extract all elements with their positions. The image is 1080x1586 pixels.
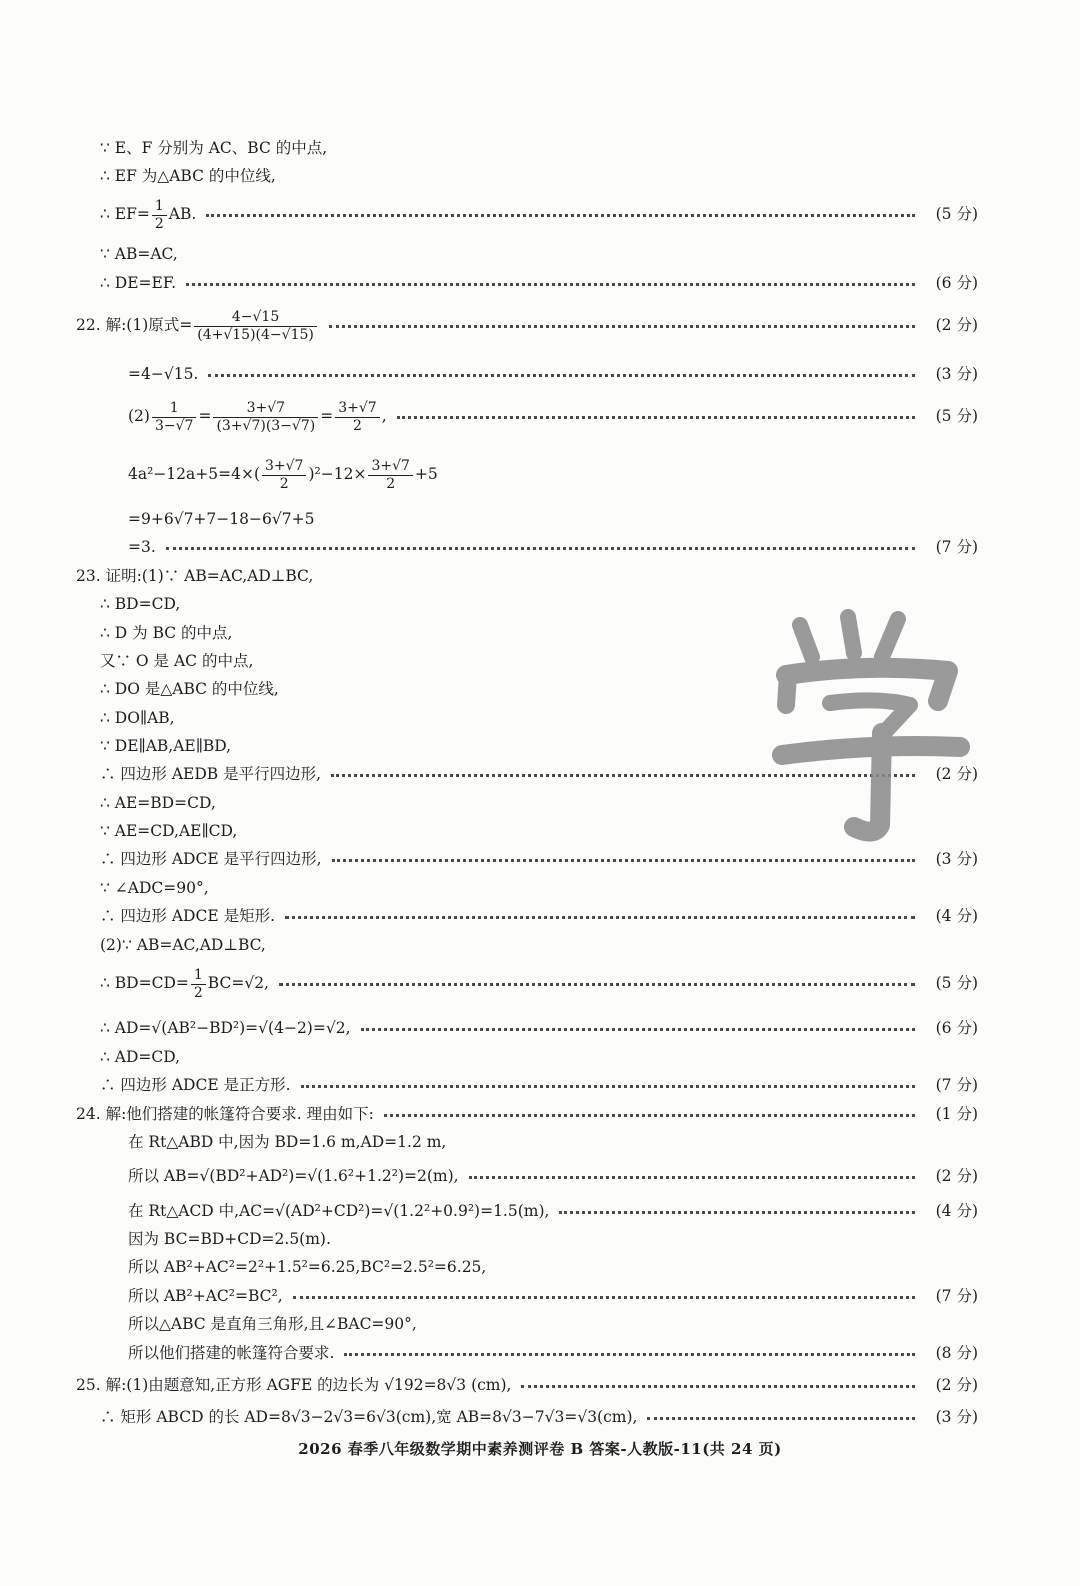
leader-dots	[208, 374, 915, 377]
fraction	[152, 401, 196, 433]
numerator: 1	[191, 968, 206, 985]
line-text: 所以 AB=√(BD²+AD²)=√(1.6²+1.2²)=2(m),	[128, 1167, 459, 1185]
line-text: ∴ DO 是△ABC 的中位线,	[100, 680, 279, 698]
score-mark: (4 分)	[935, 907, 978, 925]
score-mark: (5 分)	[935, 205, 978, 223]
score-mark: (5 分)	[935, 974, 978, 992]
numerator: 1	[152, 199, 167, 216]
math-text: =	[320, 407, 334, 425]
numerator: 3+√7	[368, 459, 412, 476]
line-text	[100, 197, 196, 231]
line-text: (2)∵ AB=AC,AD⊥BC,	[100, 936, 266, 954]
leader-dots	[186, 283, 915, 286]
leader-dots	[361, 1028, 915, 1031]
leader-dots	[206, 214, 915, 217]
leader-dots	[397, 416, 915, 419]
solution-line	[0, 1159, 1080, 1193]
denominator: 2	[386, 475, 396, 492]
math-text: 4a²−12a+5=4×(	[128, 465, 260, 483]
line-text: ∴ AE=BD=CD,	[100, 794, 216, 812]
denominator: (4+√15)(4−√15)	[197, 326, 314, 343]
line-text: ∴ AD=CD,	[100, 1048, 181, 1066]
score-mark: (6 分)	[935, 1019, 978, 1037]
leader-dots	[279, 983, 915, 986]
fraction	[194, 310, 317, 342]
fraction	[152, 199, 167, 231]
line-text: ∴ EF 为△ABC 的中位线,	[100, 167, 276, 185]
score-mark: (3 分)	[935, 1408, 978, 1426]
fraction	[191, 968, 206, 1000]
line-text: 24. 解:他们搭建的帐篷符合要求. 理由如下:	[76, 1105, 374, 1123]
line-text	[76, 308, 319, 342]
brush-watermark-xue	[770, 605, 970, 845]
solution-line	[0, 1336, 1080, 1370]
math-text: AB.	[168, 205, 197, 223]
line-text: ∵ DE∥AB,AE∥BD,	[100, 737, 232, 755]
solution-line	[0, 399, 1080, 433]
solution-line	[0, 966, 1080, 1000]
page-footer: 2026 春季八年级数学期中素养测评卷 B 答案-人教版-11(共 24 页)	[298, 1440, 782, 1458]
math-text: +5	[414, 465, 438, 483]
line-text: ∴ 四边形 ADCE 是平行四边形,	[100, 850, 322, 868]
solution-line	[0, 197, 1080, 231]
score-mark: (3 分)	[935, 365, 978, 383]
fraction	[368, 459, 412, 491]
score-mark: (2 分)	[935, 1167, 978, 1185]
line-text: 23. 证明:(1)∵ AB=AC,AD⊥BC,	[76, 567, 314, 585]
line-text: 所以他们搭建的帐篷符合要求.	[128, 1344, 335, 1362]
leader-dots	[344, 1353, 915, 1356]
math-text: =	[198, 407, 212, 425]
math-text: 22. 解:(1)原式=	[76, 316, 193, 334]
leader-dots	[559, 1211, 915, 1214]
line-text: 又∵ O 是 AC 的中点,	[100, 652, 254, 670]
solution-line	[0, 357, 1080, 391]
line-text: ∴ DO∥AB,	[100, 709, 175, 727]
line-text: ∴ AD=√(AB²−BD²)=√(4−2)=√2,	[100, 1019, 351, 1037]
math-text: ,	[381, 407, 387, 425]
leader-dots	[329, 325, 915, 328]
score-mark: (2 分)	[935, 1376, 978, 1394]
line-text: =9+6√7+7−18−6√7+5	[128, 510, 315, 528]
line-text: 在 Rt△ABD 中,因为 BD=1.6 m,AD=1.2 m,	[128, 1133, 447, 1151]
leader-dots	[647, 1417, 915, 1420]
solution-line	[0, 1125, 1080, 1159]
numerator: 3+√7	[335, 401, 379, 418]
leader-dots	[166, 547, 915, 550]
score-mark: (6 分)	[935, 274, 978, 292]
denominator: (3+√7)(3−√7)	[216, 417, 316, 434]
leader-dots	[469, 1176, 915, 1179]
line-text: ∴ DE=EF.	[100, 274, 177, 292]
fraction	[335, 401, 379, 433]
solution-line	[0, 266, 1080, 300]
line-text: ∴ 矩形 ABCD 的长 AD=8√3−2√3=6√3(cm),宽 AB=8√3−7√3=√3(cm),	[100, 1408, 638, 1426]
denominator: 2	[193, 984, 203, 1001]
line-text: ∴ D 为 BC 的中点,	[100, 624, 233, 642]
leader-dots	[332, 859, 915, 862]
line-text: 所以 AB²+AC²=2²+1.5²=6.25,BC²=2.5²=6.25,	[128, 1258, 487, 1276]
leader-dots	[384, 1114, 915, 1117]
line-text: 在 Rt△ACD 中,AC=√(AD²+CD²)=√(1.2²+0.9²)=1.5(m),	[128, 1202, 550, 1220]
score-mark: (8 分)	[935, 1344, 978, 1362]
line-text: ∴ 四边形 ADCE 是矩形.	[100, 907, 276, 925]
score-mark: (3 分)	[935, 850, 978, 868]
math-text: ∴ EF=	[100, 205, 150, 223]
line-text: 所以△ABC 是直角三角形,且∠BAC=90°,	[128, 1315, 417, 1333]
denominator: 3−√7	[154, 417, 194, 434]
math-text: BC=√2,	[207, 974, 269, 992]
numerator: 1	[152, 401, 196, 418]
line-text	[128, 399, 387, 433]
line-text	[100, 966, 269, 1000]
fraction	[262, 459, 306, 491]
line-text: ∴ 四边形 ADCE 是正方形.	[100, 1076, 291, 1094]
line-text: ∵ AE=CD,AE∥CD,	[100, 822, 238, 840]
solution-line	[0, 1368, 1080, 1402]
solution-line	[0, 928, 1080, 962]
line-text: ∴ BD=CD,	[100, 595, 181, 613]
line-text: ∵ E、F 分别为 AC、BC 的中点,	[100, 139, 328, 157]
line-text: 因为 BC=BD+CD=2.5(m).	[128, 1230, 331, 1248]
leader-dots	[521, 1385, 915, 1388]
leader-dots	[301, 1085, 915, 1088]
solution-line	[0, 1400, 1080, 1434]
score-mark: (5 分)	[935, 407, 978, 425]
math-text: )²−12×	[308, 465, 367, 483]
line-text: 25. 解:(1)由题意知,正方形 AGFE 的边长为 √192=8√3 (cm),	[76, 1376, 512, 1394]
score-mark: (7 分)	[935, 1287, 978, 1305]
score-mark: (7 分)	[935, 538, 978, 556]
line-text: 所以 AB²+AC²=BC²,	[128, 1287, 283, 1305]
score-mark: (4 分)	[935, 1202, 978, 1220]
line-text: ∵ ∠ADC=90°,	[100, 879, 209, 897]
score-mark: (2 分)	[935, 316, 978, 334]
solution-line	[0, 308, 1080, 342]
math-text: (2)	[128, 407, 150, 425]
line-text: ∵ AB=AC,	[100, 245, 178, 263]
line-text: =4−√15.	[128, 365, 199, 383]
denominator: 2	[154, 215, 164, 232]
numerator: 3+√7	[213, 401, 318, 418]
line-text: =3.	[128, 538, 156, 556]
score-mark: (1 分)	[935, 1105, 978, 1123]
denominator: 2	[279, 475, 289, 492]
denominator: 2	[352, 417, 362, 434]
fraction	[213, 401, 318, 433]
solution-line	[0, 457, 1080, 491]
score-mark: (7 分)	[935, 1076, 978, 1094]
leader-dots	[293, 1296, 915, 1299]
score-mark: (2 分)	[935, 765, 978, 783]
leader-dots	[285, 916, 915, 919]
numerator: 3+√7	[262, 459, 306, 476]
line-text: ∴ 四边形 AEDB 是平行四边形,	[100, 765, 322, 783]
solution-line	[0, 159, 1080, 193]
line-text	[128, 457, 438, 491]
math-text: ∴ BD=CD=	[100, 974, 189, 992]
numerator: 4−√15	[194, 310, 317, 327]
